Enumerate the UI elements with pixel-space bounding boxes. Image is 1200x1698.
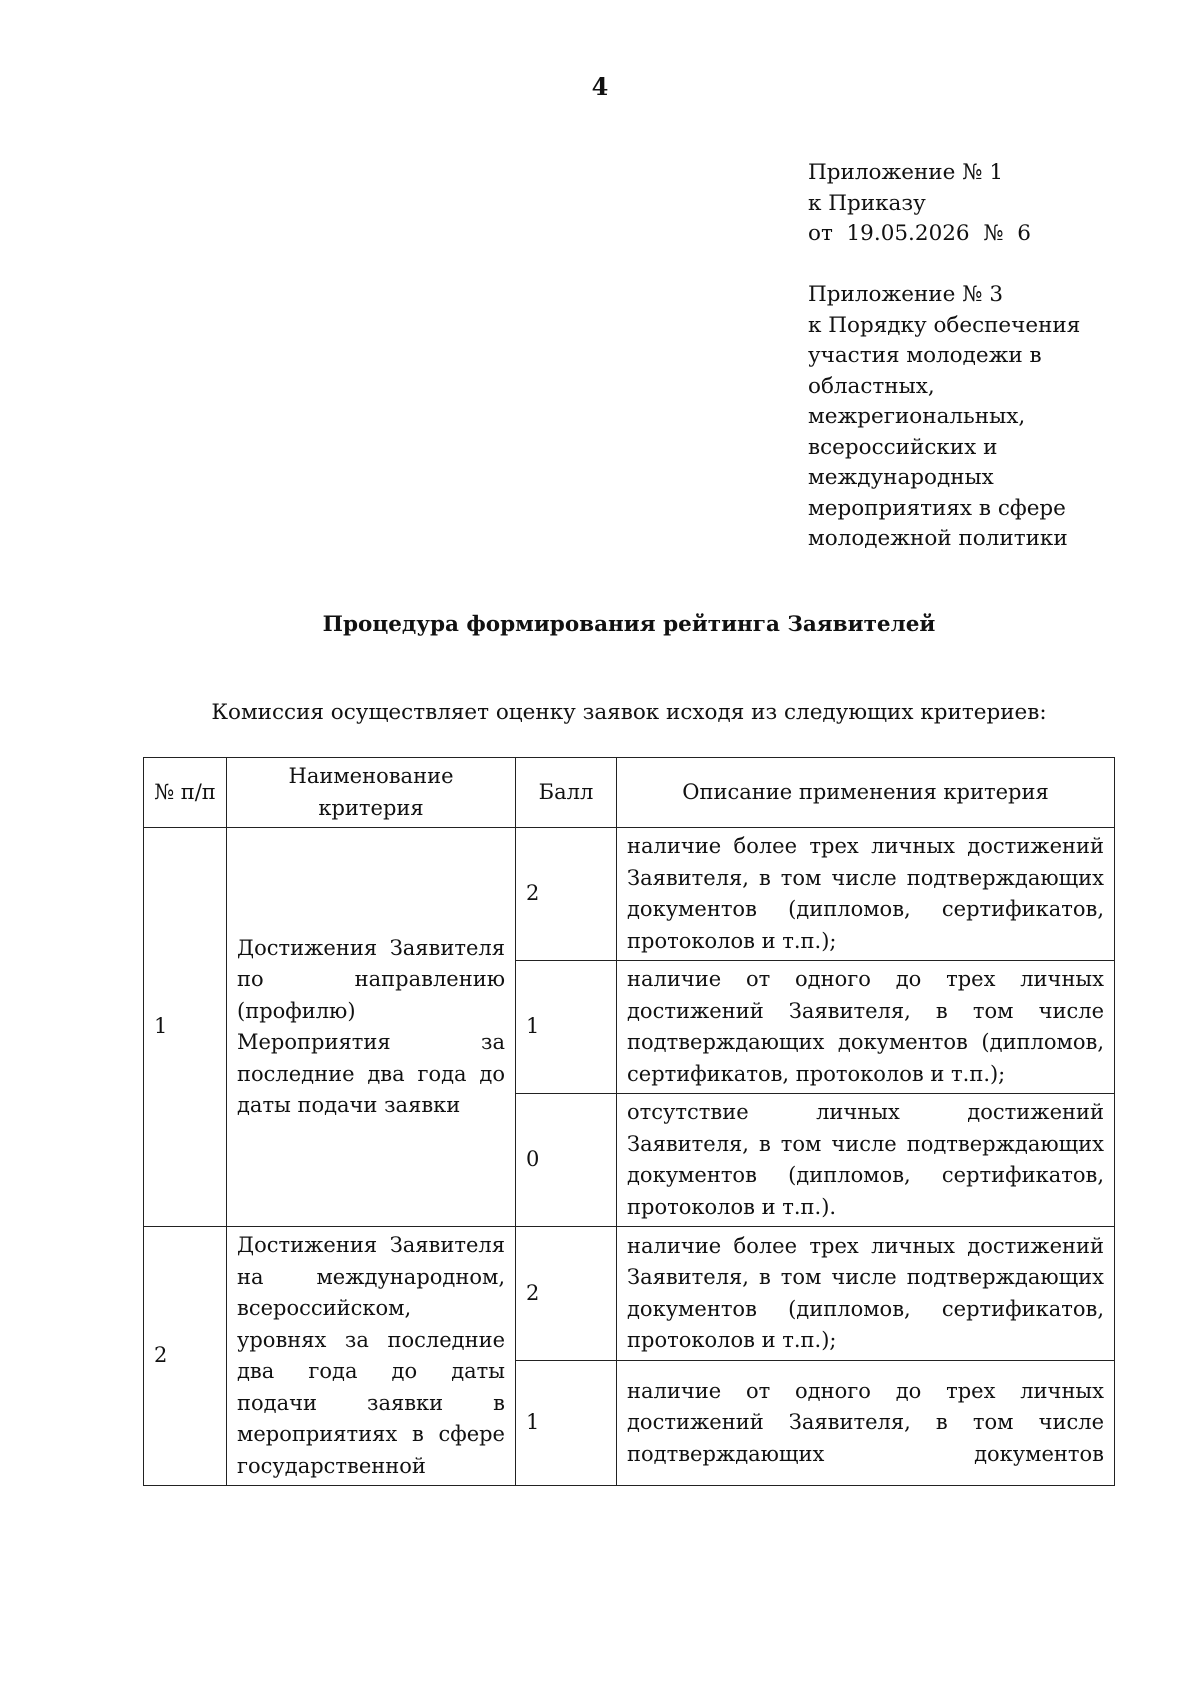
appendix-1-line: к Приказу xyxy=(808,190,926,216)
row-number: 2 xyxy=(144,1227,227,1486)
header-num: № п/п xyxy=(144,758,227,828)
appendix-3-line: участия молодежи в xyxy=(808,343,1042,368)
appendix-3-line: мероприятиях в сфере xyxy=(808,495,1066,521)
appendix-3-header xyxy=(808,280,1168,555)
appendix-1-line: Приложение № 1 xyxy=(808,160,1004,185)
score-description: наличие от одного до трех личных достижений Заявителя, в том числе подтверждающих документов (дипломов, сертификатов, протоколов и т.п.); xyxy=(617,961,1115,1094)
appendix-3-line: Приложение № 3 xyxy=(808,282,1004,307)
score-description: отсутствие личных достижений Заявителя, в том числе подтверждающих документов (дипломов, сертификатов, протоколов и т.п.). xyxy=(617,1094,1115,1227)
table-row xyxy=(144,1227,1115,1361)
appendix-3-line: областных, xyxy=(808,373,935,399)
appendix-3-line: к Порядку обеспечения xyxy=(808,312,1081,338)
page-number: 4 xyxy=(591,72,609,101)
score-value: 1 xyxy=(516,961,617,1094)
criterion-name: Достижения Заявителя на международном, всероссийском, уровнях за последние два года до даты подачи заявки в мероприятиях в сфере государственной xyxy=(227,1227,516,1486)
document-title: Процедура формирования рейтинга Заявителей xyxy=(322,612,936,637)
appendix-3-line: всероссийских и xyxy=(808,434,998,460)
criteria-table xyxy=(143,757,1115,1486)
score-description: наличие от одного до трех личных достижений Заявителя, в том числе подтверждающих документов xyxy=(617,1361,1115,1486)
score-value: 0 xyxy=(516,1094,617,1227)
score-description: наличие более трех личных достижений Заявителя, в том числе подтверждающих документов (дипломов, сертификатов, протоколов и т.п.); xyxy=(617,828,1115,961)
row-number: 1 xyxy=(144,828,227,1227)
appendix-1-line: от 19.05.2026 № 6 xyxy=(808,221,1031,246)
score-value: 2 xyxy=(516,828,617,961)
table-header-row xyxy=(144,758,1115,828)
appendix-3-line: молодежной политики xyxy=(808,526,1068,551)
table-row xyxy=(144,828,1115,961)
intro-paragraph: Комиссия осуществляет оценку заявок исходя из следующих критериев: xyxy=(211,700,1047,725)
appendix-3-line: международных xyxy=(808,465,994,490)
score-description: наличие более трех личных достижений Заявителя, в том числе подтверждающих документов (дипломов, сертификатов, протоколов и т.п.); xyxy=(617,1227,1115,1361)
header-criterion: Наименование критерия xyxy=(227,758,516,828)
appendix-3-line: межрегиональных, xyxy=(808,404,1026,429)
appendix-1-header xyxy=(808,158,1168,250)
criterion-name: Достижения Заявителя по направлению (профилю) Мероприятия за последние два года до даты подачи заявки xyxy=(227,828,516,1227)
score-value: 2 xyxy=(516,1227,617,1361)
header-description: Описание применения критерия xyxy=(617,758,1115,828)
score-value: 1 xyxy=(516,1361,617,1486)
header-score: Балл xyxy=(516,758,617,828)
